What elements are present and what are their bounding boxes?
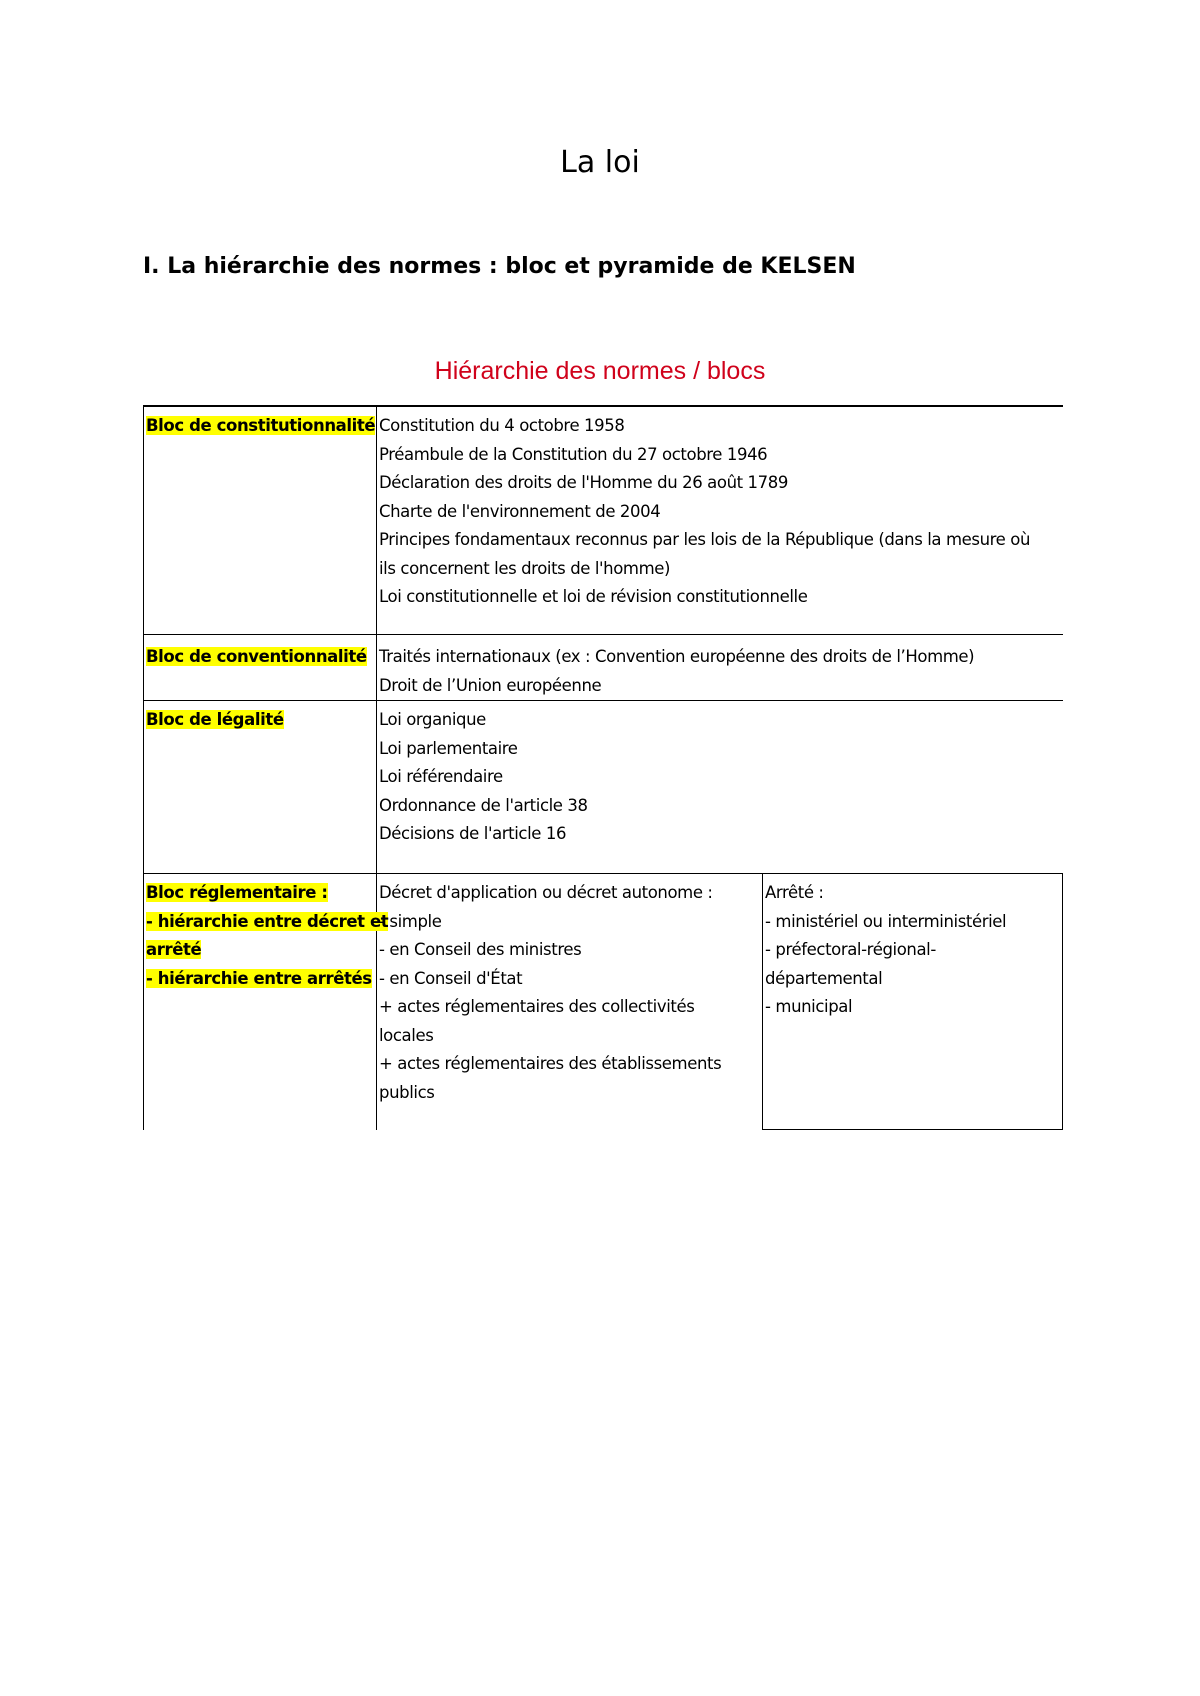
highlighted-label: Bloc de constitutionnalité bbox=[146, 416, 376, 435]
list-item: - préfectoral-régional- bbox=[765, 940, 936, 959]
row-items-constitutionnalite bbox=[379, 412, 1030, 612]
arrete-box-right-border bbox=[1062, 873, 1063, 1130]
highlighted-label: - hiérarchie entre arrêtés bbox=[146, 968, 372, 988]
row-items-arretes bbox=[765, 879, 1006, 1022]
list-item: - en Conseil des ministres bbox=[379, 940, 582, 959]
list-item: + actes réglementaires des collectivités bbox=[379, 997, 695, 1016]
highlighted-label: Bloc réglementaire : bbox=[146, 883, 328, 902]
row-items-conventionnalite bbox=[379, 643, 974, 700]
list-item: - simple bbox=[379, 911, 442, 931]
table-left-border bbox=[143, 405, 144, 1130]
list-item: Préambule de la Constitution du 27 octobre 1946 bbox=[379, 444, 768, 464]
list-item: - municipal bbox=[765, 997, 853, 1016]
list-item: + actes réglementaires des établissements bbox=[379, 1054, 722, 1073]
hierarchy-table bbox=[143, 405, 1063, 1130]
row-label-legalite bbox=[146, 706, 284, 735]
list-item: Loi constitutionnelle et loi de révision constitutionnelle bbox=[379, 587, 808, 606]
list-item: Loi référendaire bbox=[379, 767, 503, 786]
column-divider bbox=[376, 405, 377, 1130]
list-item: Décisions de l'article 16 bbox=[379, 824, 567, 843]
list-item: départemental bbox=[765, 968, 883, 988]
list-item: - ministériel ou interministériel bbox=[765, 911, 1007, 931]
arrete-box-left-border bbox=[762, 873, 763, 1130]
section-heading: I. La hiérarchie des normes : bloc et pyramide de KELSEN bbox=[143, 254, 856, 279]
list-item: Loi parlementaire bbox=[379, 738, 518, 758]
list-item: Principes fondamentaux reconnus par les lois de la République (dans la mesure où bbox=[379, 530, 1031, 549]
list-item: publics bbox=[379, 1082, 435, 1102]
table-title: Hiérarchie des normes / blocs bbox=[434, 357, 766, 385]
highlighted-label: Bloc de légalité bbox=[146, 710, 284, 729]
list-item: Droit de l’Union européenne bbox=[379, 675, 602, 695]
row-divider bbox=[143, 700, 1063, 701]
list-item: Loi organique bbox=[379, 710, 486, 729]
list-item: - en Conseil d'État bbox=[379, 968, 523, 988]
list-item: Charte de l'environnement de 2004 bbox=[379, 501, 661, 521]
table-top-border bbox=[143, 405, 1063, 407]
list-item: Décret d'application ou décret autonome : bbox=[379, 883, 713, 902]
row-items-decrets bbox=[379, 879, 721, 1107]
highlighted-label: - hiérarchie entre décret et bbox=[146, 911, 389, 931]
list-item: Ordonnance de l'article 38 bbox=[379, 795, 588, 815]
highlighted-label: arrêté bbox=[146, 940, 202, 959]
highlighted-label: Bloc de conventionnalité bbox=[146, 647, 367, 666]
list-item: Déclaration des droits de l'Homme du 26 août 1789 bbox=[379, 473, 788, 492]
list-item: locales bbox=[379, 1025, 434, 1045]
row-divider bbox=[143, 634, 1063, 635]
list-item: Arrêté : bbox=[765, 883, 824, 902]
arrete-box-bottom-border bbox=[762, 1129, 1063, 1130]
list-item: Constitution du 4 octobre 1958 bbox=[379, 416, 625, 435]
list-item: ils concernent les droits de l'homme) bbox=[379, 558, 671, 578]
list-item: Traités internationaux (ex : Convention européenne des droits de l’Homme) bbox=[379, 647, 975, 666]
row-label-constitutionnalite bbox=[146, 412, 375, 441]
row-label-reglementaire bbox=[146, 879, 388, 993]
document-title: La loi bbox=[560, 145, 640, 180]
row-items-legalite bbox=[379, 706, 588, 849]
row-divider bbox=[143, 873, 1063, 874]
row-label-conventionnalite bbox=[146, 643, 367, 672]
